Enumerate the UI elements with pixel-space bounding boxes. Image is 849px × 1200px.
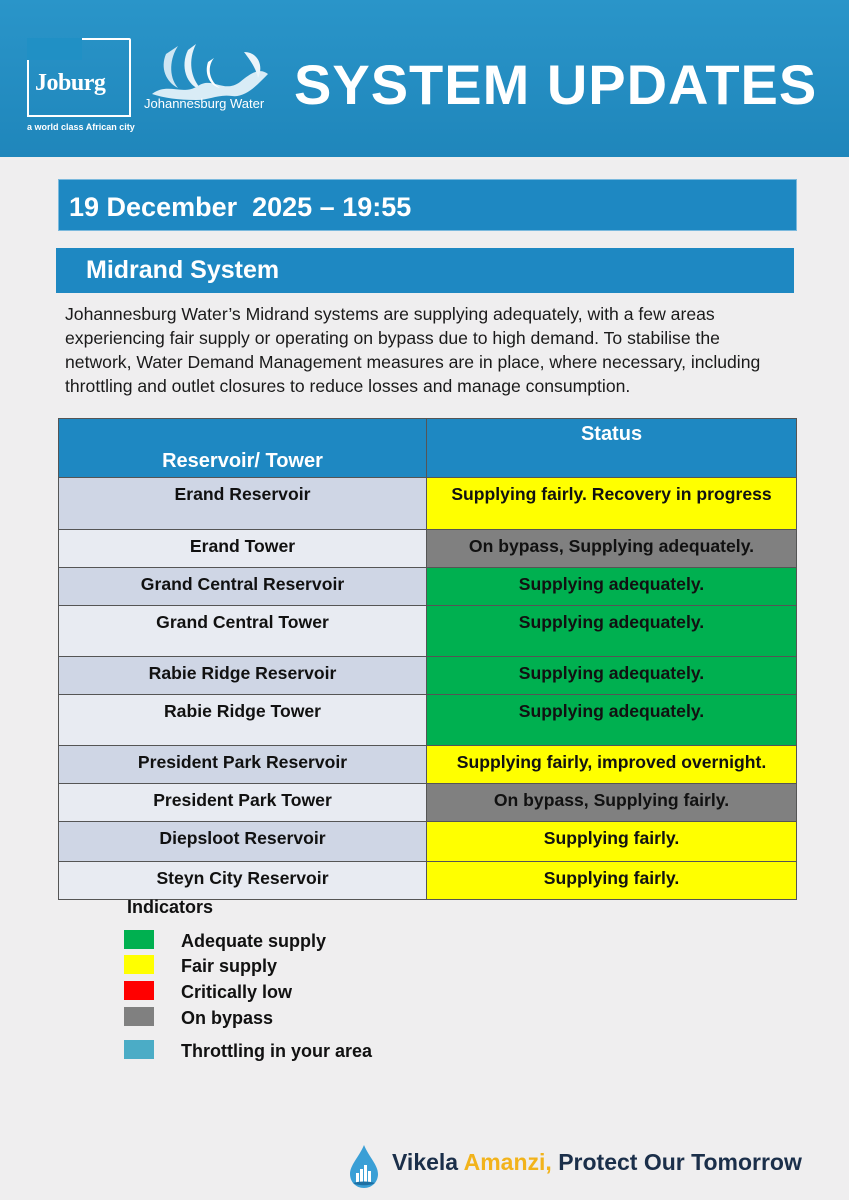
legend-label: Fair supply (181, 956, 278, 976)
legend-label: Adequate supply (181, 931, 327, 951)
section-header (56, 248, 794, 293)
reservoir-name: President Park Tower (59, 784, 427, 822)
legend-label: Critically low (181, 982, 293, 1002)
reservoir-name: President Park Reservoir (59, 746, 427, 784)
intro-paragraph: Johannesburg Water’s Midrand systems are supplying adequately, with a few areas experiencing fair supply or operating on bypass due to high demand. To stabilise the network, Water Demand Management measures are in place, where necessary, including throttling and outlet closures to reduce losses and manage consumption. (65, 304, 761, 396)
status-table (58, 418, 797, 900)
slogan-accent: Amanzi, (463, 1149, 552, 1175)
update-date: 19 December 2025 – 19:55 (69, 192, 412, 222)
reservoir-name: Diepsloot Reservoir (59, 822, 427, 862)
status-cell: Supplying fairly. Recovery in progress (427, 478, 797, 530)
legend-swatch-fair (124, 955, 154, 974)
legend-swatch-throttling (124, 1040, 154, 1059)
joburg-logo-text: Joburg (35, 70, 106, 96)
legend-swatch-adequate (124, 930, 154, 949)
table-row (59, 862, 797, 900)
legend-label: On bypass (181, 1008, 274, 1028)
table-header-row (59, 419, 797, 478)
slogan-part1: Vikela (392, 1149, 464, 1175)
table-row (59, 657, 797, 695)
table-row (59, 478, 797, 530)
legend-title: Indicators (127, 897, 214, 917)
column-header-status: Status (427, 419, 797, 478)
page-title: SYSTEM UPDATES (294, 53, 818, 116)
status-cell: Supplying adequately. (427, 695, 797, 746)
date-bar (58, 179, 797, 231)
status-cell: Supplying adequately. (427, 606, 797, 657)
reservoir-name: Grand Central Reservoir (59, 568, 427, 606)
status-cell: Supplying fairly, improved overnight. (427, 746, 797, 784)
table-row (59, 530, 797, 568)
table-row (59, 746, 797, 784)
footer-slogan (392, 1149, 802, 1176)
reservoir-name: Grand Central Tower (59, 606, 427, 657)
table-row (59, 784, 797, 822)
legend-label: Throttling in your area (181, 1041, 373, 1061)
status-cell: Supplying fairly. (427, 862, 797, 900)
status-cell: Supplying adequately. (427, 568, 797, 606)
water-drop-icon (347, 1143, 381, 1189)
reservoir-name: Erand Tower (59, 530, 427, 568)
reservoir-name: Rabie Ridge Reservoir (59, 657, 427, 695)
joburg-tagline: a world class African city (27, 122, 135, 132)
table-row (59, 695, 797, 746)
status-cell: On bypass, Supplying adequately. (427, 530, 797, 568)
reservoir-name: Steyn City Reservoir (59, 862, 427, 900)
johannesburg-water-logo-text: Johannesburg Water (144, 96, 265, 111)
header-banner (0, 0, 849, 157)
table-row (59, 822, 797, 862)
slogan-part2: Protect Our Tomorrow (551, 1149, 802, 1175)
legend-swatch-bypass (124, 1007, 154, 1026)
legend-swatch-critical (124, 981, 154, 1000)
status-cell: On bypass, Supplying fairly. (427, 784, 797, 822)
status-cell: Supplying adequately. (427, 657, 797, 695)
table-row (59, 606, 797, 657)
column-header-reservoir: Reservoir/ Tower (59, 419, 427, 478)
status-cell: Supplying fairly. (427, 822, 797, 862)
section-title: Midrand System (86, 256, 280, 284)
reservoir-name: Erand Reservoir (59, 478, 427, 530)
table-row (59, 568, 797, 606)
reservoir-name: Rabie Ridge Tower (59, 695, 427, 746)
